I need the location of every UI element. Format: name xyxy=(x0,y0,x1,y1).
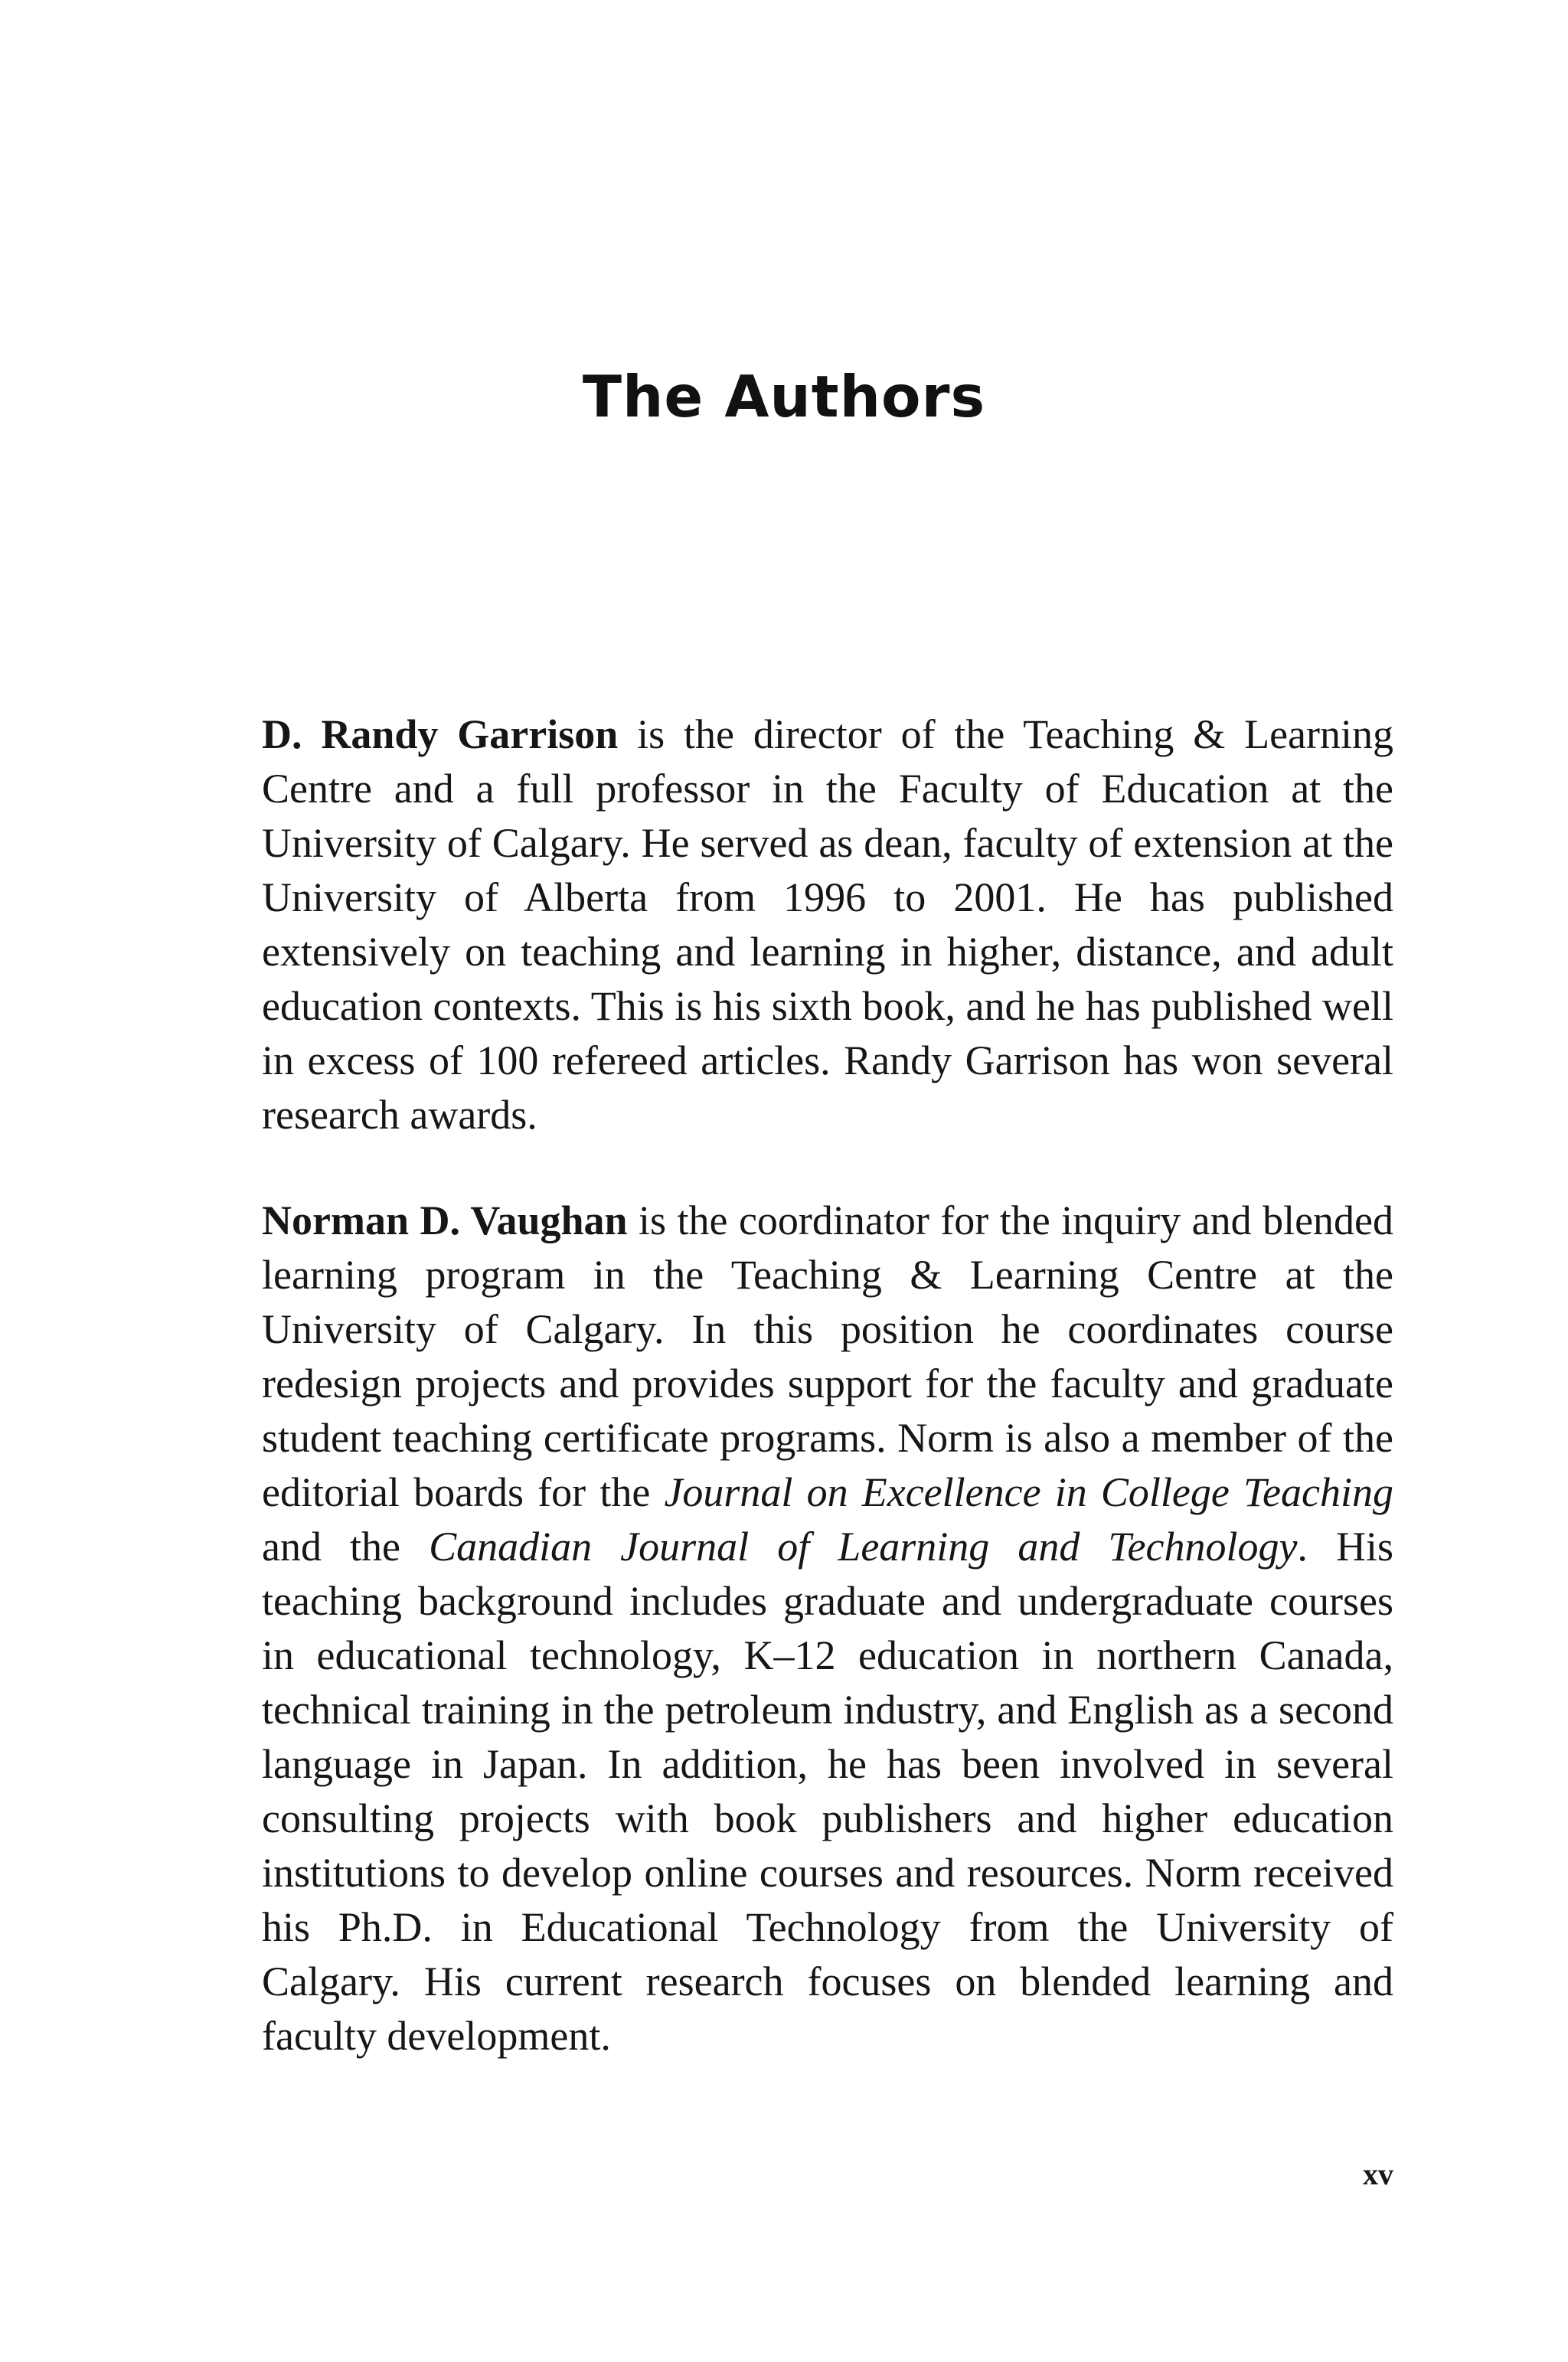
journal-title: Journal on Excellence in College Teaching xyxy=(664,1469,1393,1515)
page-title: The Authors xyxy=(582,363,986,430)
author-name: D. Randy Garrison xyxy=(262,711,619,757)
author-bio-text: and the xyxy=(262,1524,430,1570)
author-bio-text: is the coordinator for the inquiry and blended learning program in the Teaching & Learning Centre at the University of Calgary. In this position he coordinates course redesign projects and provides support for the faculty and graduate student teaching certificate programs. Norm is also a member of the editorial boards for the xyxy=(262,1197,1394,1515)
author-bio-vaughan xyxy=(262,1194,1393,2063)
author-bio-text: . His teaching background includes graduate and undergraduate courses in educational technology, K–12 education in northern Canada, technical training in the petroleum industry, and English as a second language in Japan. In addition, he has been involved in several consulting projects with book publishers and higher education institutions to develop online courses and resources. Norm received his Ph.D. in Educational Technology from the University of Calgary. His current research focuses on blended learning and faculty development. xyxy=(262,1524,1394,2059)
author-bio-text: is the director of the Teaching & Learning Centre and a full professor in the Faculty of Education at the University of Calgary. He served as dean, faculty of extension at the University of Alberta from 1996 to 2001. He has published extensively on teaching and learning in higher, distance, and adult education contexts. This is his sixth book, and he has published well in excess of 100 refereed articles. Randy Garrison has won several research awards. xyxy=(262,711,1394,1138)
journal-title: Canadian Journal of Learning and Technology xyxy=(429,1524,1298,1570)
page-number: xv xyxy=(1363,2157,1393,2191)
author-bio-garrison xyxy=(262,707,1393,1142)
author-name: Norman D. Vaughan xyxy=(262,1197,628,1243)
